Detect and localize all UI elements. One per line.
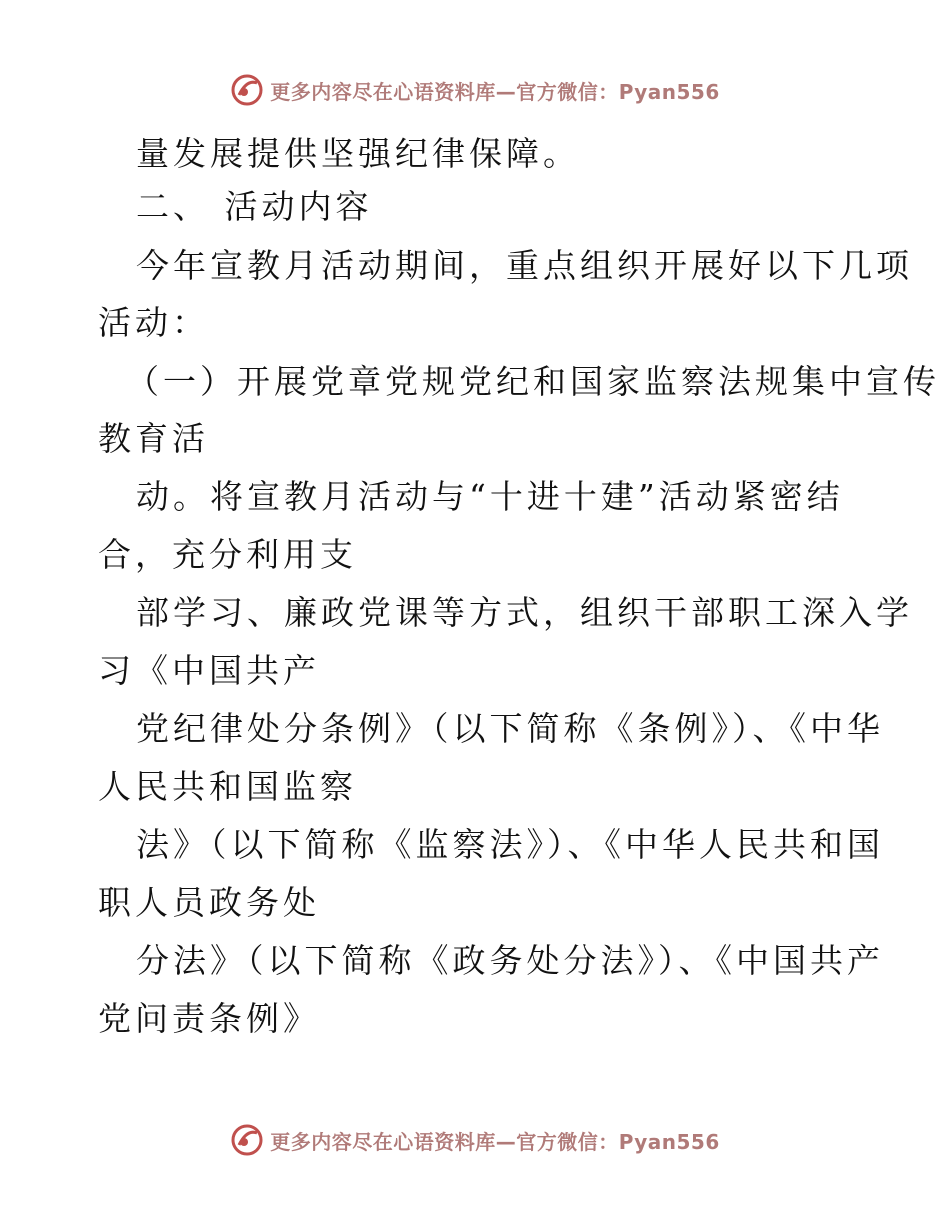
logo-icon [230, 1123, 264, 1157]
body-line: 活动： [98, 303, 209, 342]
body-line: 教育活 [98, 419, 209, 458]
body-line: 量发展提供坚强纪律保障。 [136, 134, 580, 173]
footer-banner [0, 1120, 950, 1160]
body-line: 人民共和国监察 [98, 767, 357, 806]
body-line: 分法》（以下简称《政务处分法》）、《中国共产 [136, 941, 884, 980]
body-line: 合，充分利用支 [98, 535, 357, 574]
header-banner [0, 70, 950, 110]
body-line: 部学习、廉政党课等方式，组织干部职工深入学 [136, 593, 913, 632]
body-line: 党纪律处分条例》（以下简称《条例》）、《中华 [136, 709, 884, 748]
body-line: 职人员政务处 [98, 883, 320, 922]
section-heading: 二、 活动内容 [136, 187, 373, 226]
header-banner-text: 更多内容尽在心语资料库—官方微信：Pyan556 [270, 79, 720, 104]
body-line: 今年宣教月活动期间，重点组织开展好以下几项 [136, 246, 913, 285]
footer-banner-text: 更多内容尽在心语资料库—官方微信：Pyan556 [270, 1129, 720, 1154]
logo-icon [230, 73, 264, 107]
body-line: 党问责条例》 [98, 999, 320, 1038]
body-line: 动。将宣教月活动与“十进十建”活动紧密结 [136, 477, 844, 516]
subsection-heading: （一）开展党章党规党纪和国家监察法规集中宣传 [126, 362, 940, 401]
body-line: 习《中国共产 [98, 651, 320, 690]
body-line: 法》（以下简称《监察法》）、《中华人民共和国 [136, 825, 884, 864]
